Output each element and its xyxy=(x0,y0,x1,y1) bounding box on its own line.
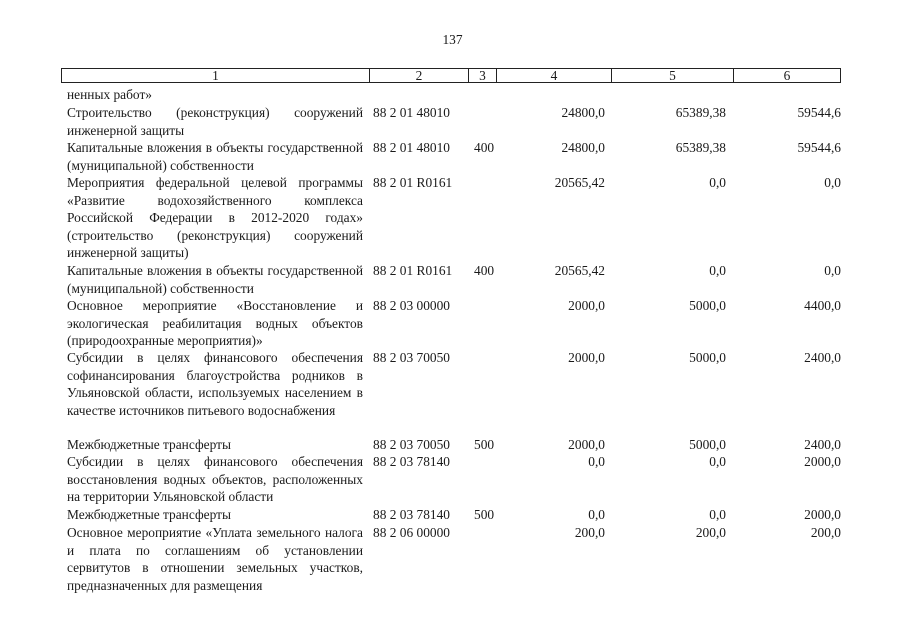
row-value-2020: 59544,6 xyxy=(797,140,841,155)
row-value-2019: 0,0 xyxy=(709,507,726,522)
row-type: 500 xyxy=(474,437,495,452)
row-name: Межбюджетные трансферты xyxy=(67,437,231,452)
row-value-2018: 200,0 xyxy=(574,525,605,540)
row-code: 88 2 03 70050 xyxy=(373,350,450,365)
row-code: 88 2 01 R0161 xyxy=(373,263,453,278)
row-code: 88 2 03 78140 xyxy=(373,454,450,469)
row-value-2020: 59544,6 xyxy=(797,105,841,120)
row-value-2018: 2000,0 xyxy=(568,298,605,313)
row-code: 88 2 06 00000 xyxy=(373,525,450,540)
row-value-2020: 200,0 xyxy=(810,525,841,540)
page-number: 137 xyxy=(442,32,463,47)
row-value-2018: 24800,0 xyxy=(561,140,605,155)
row-name: Межбюджетные трансферты xyxy=(67,507,231,522)
row-value-2019: 0,0 xyxy=(709,175,726,190)
row-type: 400 xyxy=(474,140,495,155)
row-value-2018: 0,0 xyxy=(588,454,605,469)
row-name: Основное мероприятие «Восстановление и экологическая реабилитация водных объектов (природоохранные мероприятия)» xyxy=(67,298,363,348)
row-name: ненных работ» xyxy=(67,87,152,102)
column-header-1: 1 xyxy=(62,69,370,82)
row-value-2020: 0,0 xyxy=(824,263,841,278)
row-value-2018: 20565,42 xyxy=(554,175,605,190)
row-name: Субсидии в целях финансового обеспечения софинансирования благоустройства родников в Ульяновской области, используемых населением в качестве источников питьевого водоснабжения xyxy=(67,350,363,418)
row-value-2018: 24800,0 xyxy=(561,105,605,120)
row-value-2019: 0,0 xyxy=(709,454,726,469)
row-name: Основное мероприятие «Уплата земельного налога и плата по соглашениям об установлении сервитутов в отношении земельных участков, предназначенных для размещения xyxy=(67,525,363,593)
column-header-5: 5 xyxy=(612,69,734,82)
row-value-2020: 2400,0 xyxy=(804,350,841,365)
row-value-2018: 20565,42 xyxy=(554,263,605,278)
row-value-2019: 5000,0 xyxy=(689,298,726,313)
row-type: 400 xyxy=(474,263,495,278)
row-value-2019: 5000,0 xyxy=(689,437,726,452)
row-value-2019: 0,0 xyxy=(709,263,726,278)
row-value-2020: 2000,0 xyxy=(804,454,841,469)
row-code: 88 2 01 R0161 xyxy=(373,175,453,190)
row-code: 88 2 03 00000 xyxy=(373,298,450,313)
column-header-6: 6 xyxy=(783,68,791,83)
row-value-2020: 0,0 xyxy=(824,175,841,190)
table-header xyxy=(61,68,841,83)
row-value-2019: 65389,38 xyxy=(675,105,726,120)
row-value-2020: 2400,0 xyxy=(804,437,841,452)
row-name: Субсидии в целях финансового обеспечения восстановления водных объектов, расположенных на территории Ульяновской области xyxy=(67,454,363,504)
column-header-3: 3 xyxy=(469,69,497,82)
row-value-2019: 65389,38 xyxy=(675,140,726,155)
column-header-4: 4 xyxy=(497,69,612,82)
row-code: 88 2 01 48010 xyxy=(373,105,450,120)
row-code: 88 2 03 70050 xyxy=(373,437,450,452)
row-value-2018: 2000,0 xyxy=(568,350,605,365)
row-value-2020: 2000,0 xyxy=(804,507,841,522)
row-value-2019: 5000,0 xyxy=(689,350,726,365)
row-name: Капитальные вложения в объекты государственной (муниципальной) собственности xyxy=(67,140,363,173)
row-value-2020: 4400,0 xyxy=(804,298,841,313)
row-code: 88 2 01 48010 xyxy=(373,140,450,155)
row-name: Капитальные вложения в объекты государственной (муниципальной) собственности xyxy=(67,263,363,296)
row-code: 88 2 03 78140 xyxy=(373,507,450,522)
column-header-2: 2 xyxy=(370,69,469,82)
row-value-2018: 0,0 xyxy=(588,507,605,522)
row-name: Мероприятия федеральной целевой программы «Развитие водохозяйственного комплекса Российской Федерации в 2012-2020 годах» (строительство (реконструкция) сооружений инженерной защиты) xyxy=(67,175,363,260)
row-name: Строительство (реконструкция) сооружений инженерной защиты xyxy=(67,105,363,138)
row-value-2018: 2000,0 xyxy=(568,437,605,452)
row-value-2019: 200,0 xyxy=(695,525,726,540)
row-type: 500 xyxy=(474,507,495,522)
